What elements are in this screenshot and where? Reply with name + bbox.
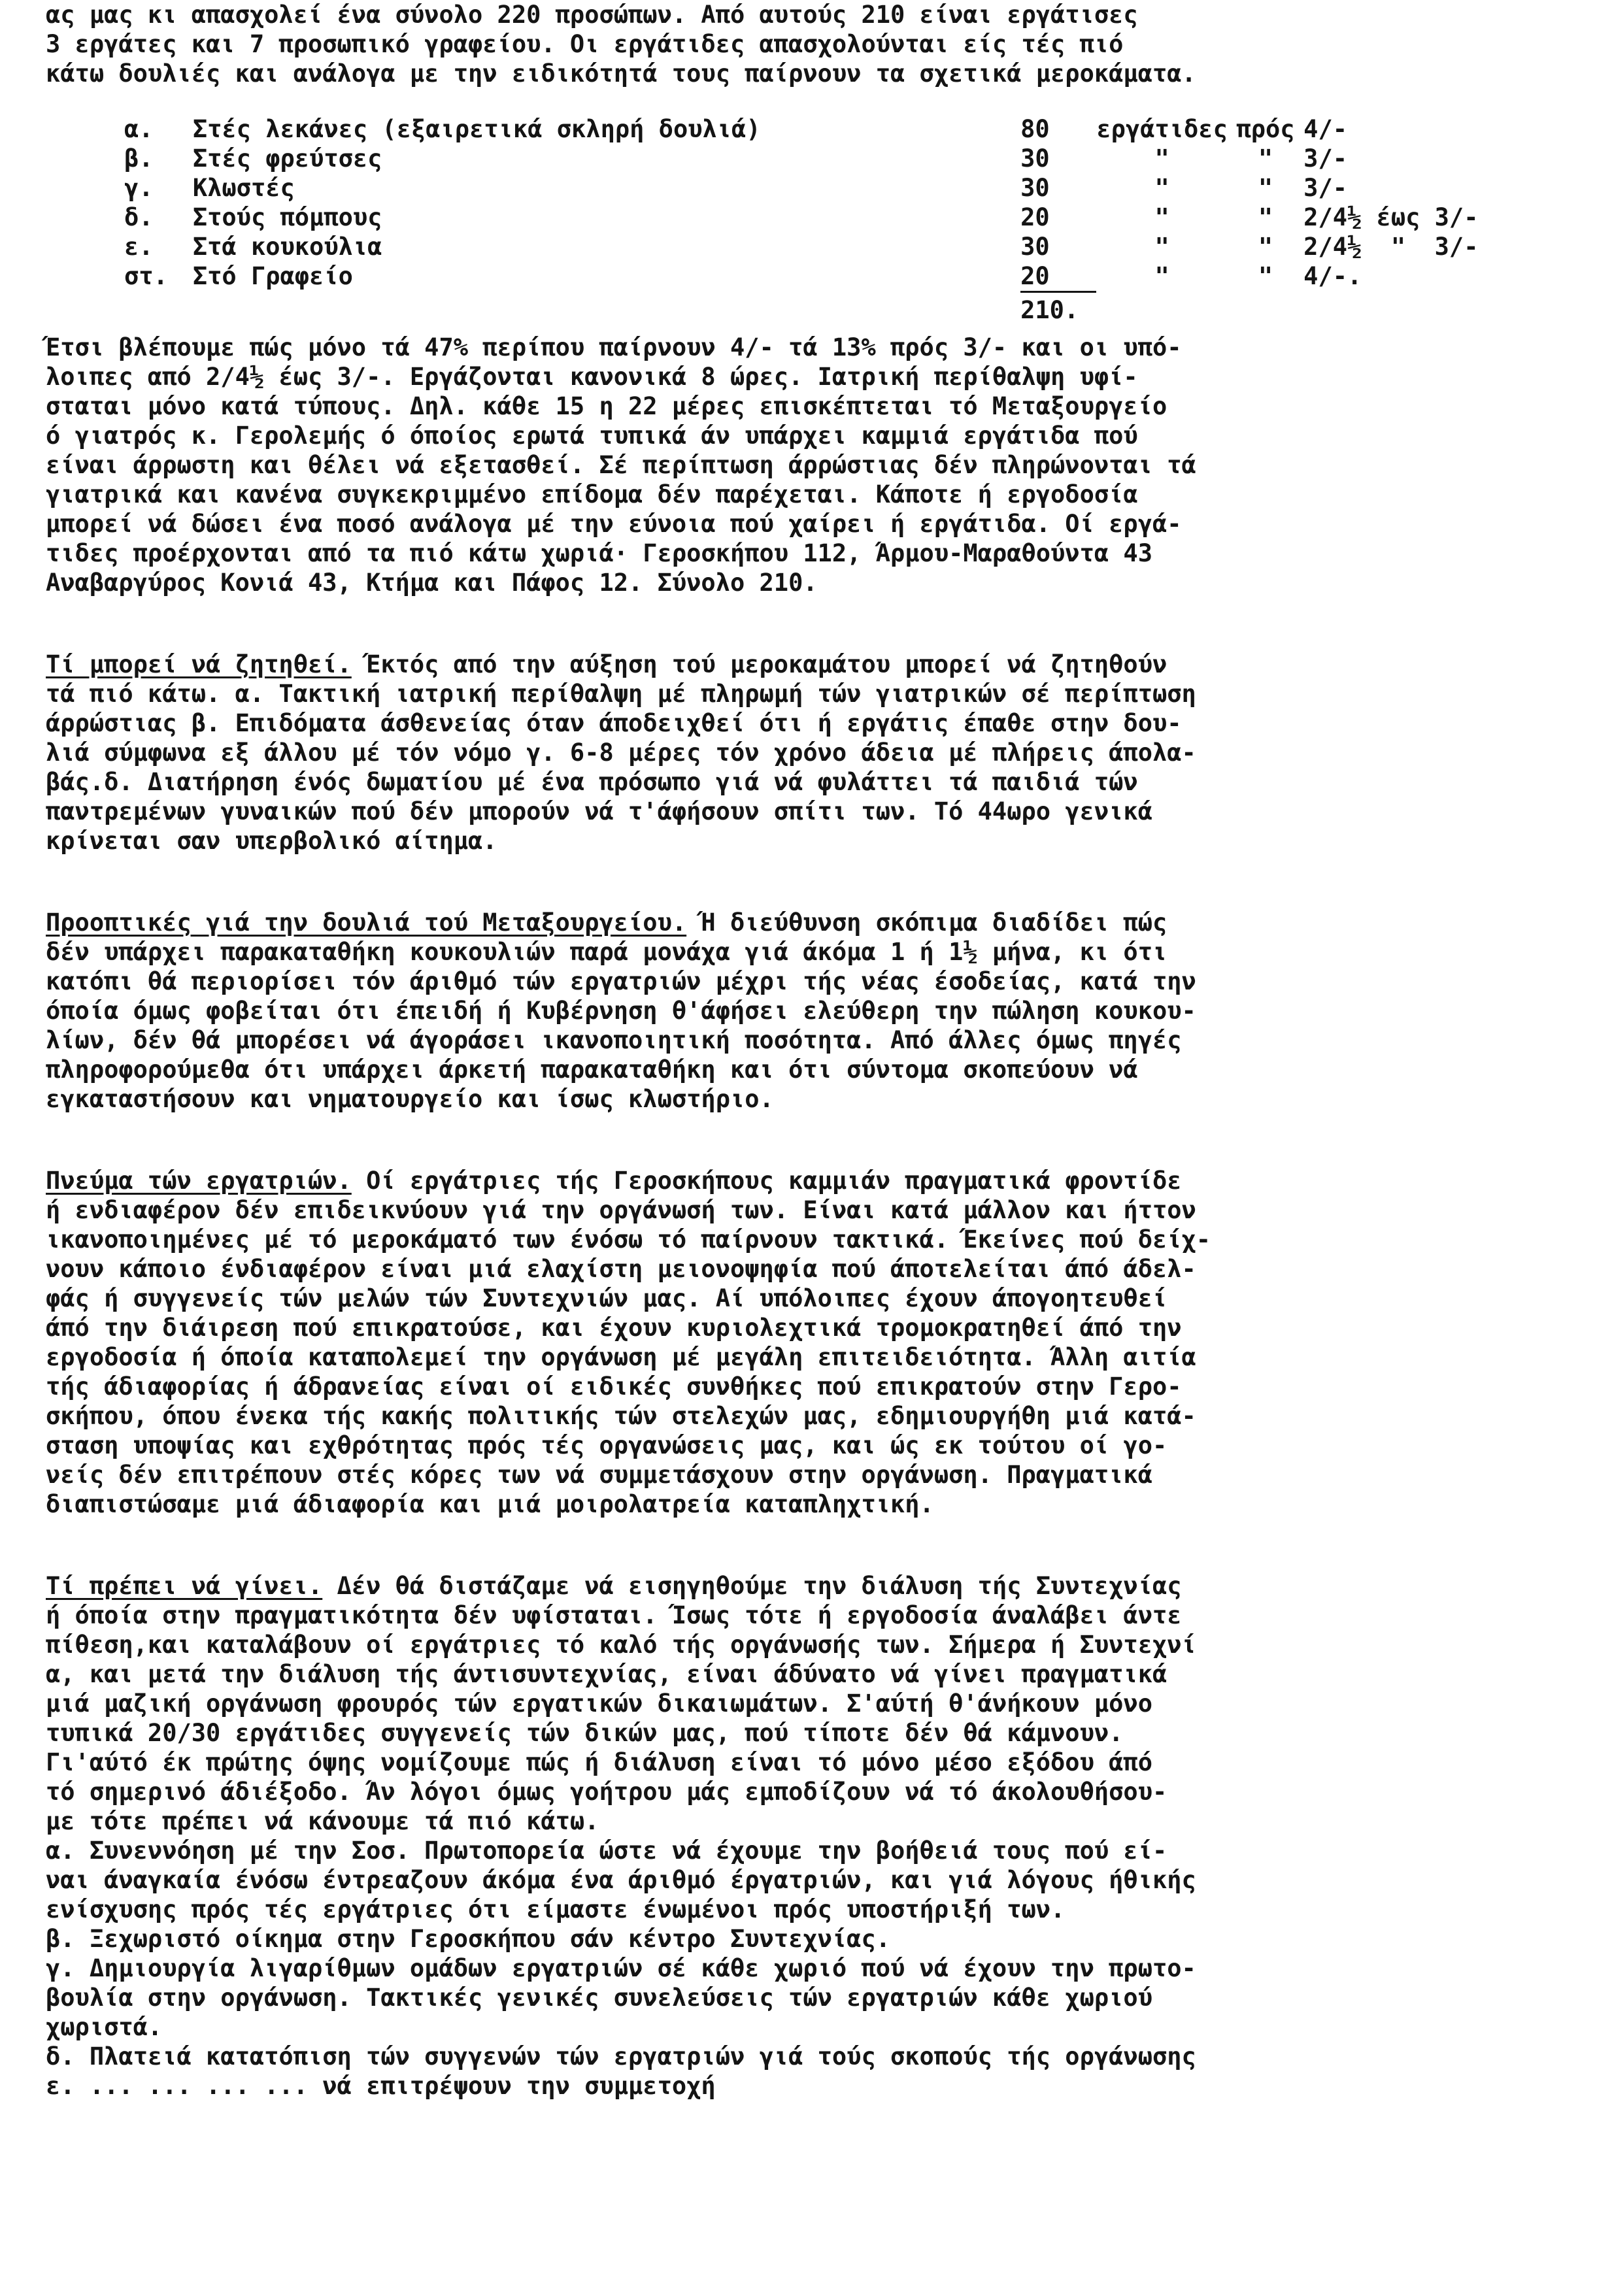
text-line: Δέν θά διστάζαμε νά εισηγηθούμε την διάλυση τής Συντεχνίας <box>322 1572 1182 1600</box>
text-line: άπό την διάιρεση πού επικρατούσε, και έχουν κυριολεχτικά τρομοκρατηθεί άπό την <box>46 1314 1182 1342</box>
list-item: β. Ξεχωριστό οίκημα στην Γεροσκήπου σάν κέντρο Συντεχνίας. <box>46 1925 891 1953</box>
section-heading: Τί μπορεί νά ζητηθεί. <box>46 650 352 678</box>
text-line: παντρεμένων γυναικών πού δέν μπορούν νά τ'άφήσουν σπίτι των. Τό 44ωρο γενικά <box>46 797 1152 825</box>
row-letter: ε. <box>124 233 154 261</box>
row-workplace: Στές φρεύτσες <box>192 144 382 173</box>
section-workers-spirit <box>46 1166 1566 1519</box>
text-line: εργοδοσία ή όποία καταπολεμεί την οργάνωση μέ μεγάλη επιτειδειότητα. Άλλη αιτία <box>46 1343 1196 1371</box>
analysis-paragraph <box>46 333 1566 597</box>
list-item: ενίσχυσης πρός τές εργάτριες ότι είμαστε ένωμένοι πρός υποστήριξή των. <box>46 1895 1066 1923</box>
row-workplace: Κλωστές <box>192 174 295 202</box>
text-line: διαπιστώσαμε μιά άδιαφορία και μιά μοιρολατρεία καταπληχτική. <box>46 1490 934 1518</box>
row-count: 30 <box>1020 174 1050 202</box>
text-line: ικανοποιημένες μέ τό μεροκάματό των ένόσω τό παίρνουν τακτικά. Έκείνες πού δείχ- <box>46 1225 1211 1254</box>
intro-paragraph <box>46 0 1566 88</box>
row-prep: πρός <box>1236 115 1295 143</box>
row-count: 20 <box>1020 261 1096 292</box>
text-line: σταται μόνο κατά τύπους. Δηλ. κάθε 15 η 22 μέρες επισκέπτεται τό Μεταξουργείο <box>46 392 1167 420</box>
text-line: λίων, δέν θά μπορέσει νά άγοράσει ικανοποιητική ποσότητα. Από άλλες όμως πηγές <box>46 1026 1182 1054</box>
text-line: τά πιό κάτω. α. Τακτική ιατρική περίθαλψη μέ πληρωμή τών γιατρικών σέ περίπτωση <box>46 680 1196 708</box>
table-row <box>124 232 1566 261</box>
row-rate: 2/4½ έως 3/- <box>1303 203 1479 231</box>
text-line: Ή διεύθυνση σκόπιμα διαδίδει πώς <box>686 908 1167 937</box>
text-line: ή όποία στην πραγματικότητα δέν υφίσταται. Ίσως τότε ή εργοδοσία άναλάβει άντε <box>46 1601 1182 1629</box>
section-heading: Προοπτικές γιά την δουλιά τού Μεταξουργείου. <box>46 908 687 937</box>
text-line: ας μας κι απασχολεί ένα σύνολο 220 προσώπων. Από αυτούς 210 είναι εργάτισες <box>46 1 1138 29</box>
text-line: πληροφορούμεθα ότι υπάρχει άρκετή παρακαταθήκη και ότι σύντομα σκοπεύουν νά <box>46 1056 1138 1084</box>
text-line: νουν κάποιο ένδιαφέρον είναι μιά ελαχίστη μειονοψηφία πού άποτελείται άπό άδελ- <box>46 1255 1196 1283</box>
text-line: νείς δέν επιτρέπουν στές κόρες των νά συμμετάσχουν στην οργάνωση. Πραγματικά <box>46 1461 1152 1489</box>
text-line: τό σημερινό άδιέξοδο. Άν λόγοι όμως γοήτρου μάς εμποδίζουν νά τό άκολουθήσου- <box>46 1778 1167 1806</box>
row-prep: " <box>1258 262 1273 290</box>
table-row <box>124 203 1566 232</box>
text-line: άρρώστιας β. Επιδόματα άσθενείας όταν άποδειχθεί ότι ή εργάτις έπαθε στην δου- <box>46 709 1182 737</box>
row-count: 30 <box>1020 144 1050 173</box>
section-prospects <box>46 908 1566 1114</box>
row-prep: " <box>1258 144 1273 173</box>
text-line: σκήπου, όπου ένεκα τής κακής πολιτικής τών στελεχών μας, εδημιουργήθη μιά κατά- <box>46 1402 1196 1430</box>
row-prep: " <box>1258 233 1273 261</box>
wage-table <box>124 114 1566 325</box>
row-rate: 3/- <box>1303 174 1347 202</box>
text-line: κάτω δουλιές και ανάλογα με την ειδικότητά τους παίρνουν τα σχετικά μεροκάματα. <box>46 59 1196 88</box>
text-line: Έτσι βλέπουμε πώς μόνο τά 47% περίπου παίρνουν 4/- τά 13% πρός 3/- και οι υπό- <box>46 333 1182 361</box>
text-line: όποία όμως φοβείται ότι έπειδή ή Κυβέρνηση θ'άφήσει ελεύθερη την πώληση κουκου- <box>46 997 1196 1025</box>
text-line: τυπικά 20/30 εργάτιδες συγγενείς τών δικών μας, πού τίποτε δέν θά κάμνουν. <box>46 1719 1124 1747</box>
text-line: ή ενδιαφέρον δέν επιδεικνύουν γιά την οργάνωσή των. Είναι κατά μάλλον και ήττον <box>46 1196 1196 1224</box>
table-row <box>124 173 1566 203</box>
section-what-to-do <box>46 1571 1566 1836</box>
row-letter: στ. <box>124 262 168 290</box>
section-demands <box>46 650 1566 856</box>
text-line: λοιπες από 2/4½ έως 3/-. Εργάζονται κανονικά 8 ώρες. Ιατρική περίθαλψη υφί- <box>46 363 1138 391</box>
row-unit: " <box>1154 233 1169 261</box>
text-line: Οί εργάτριες τής Γεροσκήπους καμμιάν πραγματικά φροντίδε <box>351 1167 1182 1195</box>
row-count: 30 <box>1020 233 1050 261</box>
row-letter: δ. <box>124 203 154 231</box>
row-prep: " <box>1258 174 1273 202</box>
row-workplace: Στούς πόμπους <box>192 203 382 231</box>
table-row <box>124 114 1566 144</box>
text-line: με τότε πρέπει νά κάνουμε τά πιό κάτω. <box>46 1807 599 1835</box>
row-unit: " <box>1154 203 1169 231</box>
row-workplace: Στές λεκάνες (εξαιρετικά σκληρή δουλιά) <box>192 115 761 143</box>
text-line: μπορεί νά δώσει ένα ποσό ανάλογα μέ την εύνοια πού χαίρει ή εργάτιδα. Οί εργά- <box>46 510 1182 538</box>
row-count: 80 <box>1020 115 1050 143</box>
list-item: δ. Πλατειά κατατόπιση τών συγγενών τών εργατριών γιά τούς σκοπούς τής οργάνωσης <box>46 2042 1196 2071</box>
row-letter: β. <box>124 144 154 173</box>
row-prep: " <box>1258 203 1273 231</box>
list-item: α. Συνεννόηση μέ την Σοσ. Πρωτοπορεία ώστε νά έχουμε την βοήθειά τους πού εί- <box>46 1837 1167 1865</box>
text-line: Γι'αύτό έκ πρώτης όψης νομίζουμε πώς ή διάλυση είναι τό μόνο μέσο εξόδου άπό <box>46 1748 1152 1776</box>
text-line: δέν υπάρχει παρακαταθήκη κουκουλιών παρά μονάχα γιά άκόμα 1 ή 1½ μήνα, κι ότι <box>46 938 1167 966</box>
text-line: ό γιατρός κ. Γερολεμής ό όποίος ερωτά τυπικά άν υπάρχει καμμιά εργάτιδα πού <box>46 422 1138 450</box>
row-count: 20 <box>1020 203 1050 231</box>
table-row <box>124 261 1566 292</box>
text-line: βάς.δ. Διατήρηση ένός δωματίου μέ ένα πρόσωπο γιά νά φυλάττει τά παιδιά τών <box>46 768 1138 796</box>
text-line: φάς ή συγγενείς τών μελών τών Συντεχνιών μας. Αί υπόλοιπες έχουν άπογοητευθεί <box>46 1284 1167 1312</box>
list-item: ναι άναγκαία ένόσω έντρεαζουν άκόμα ένα άριθμό έργατριών, και γιά λόγους ήθικής <box>46 1866 1196 1894</box>
row-rate: 4/-. <box>1303 262 1362 290</box>
recommendations-list <box>46 1836 1566 2101</box>
row-unit: εργάτιδες <box>1096 115 1228 143</box>
text-line: μιά μαζική οργάνωση φρουρός τών εργατικών δικαιωμάτων. Σ'αύτή θ'άνήκουν μόνο <box>46 1689 1152 1718</box>
row-workplace: Στό Γραφείο <box>192 262 353 290</box>
text-line: εγκαταστήσουν και νηματουργείο και ίσως κλωστήριο. <box>46 1085 774 1113</box>
list-item: χωριστά. <box>46 2013 163 2041</box>
text-line: πίθεση,και καταλάβουν οί εργάτριες τό καλό τής οργάνωσής των. Σήμερα ή Συντεχνί <box>46 1631 1196 1659</box>
list-item: ε. ... ... ... ... νά επιτρέψουν την συμμετοχή <box>46 2072 716 2100</box>
row-workplace: Στά κουκούλια <box>192 233 382 261</box>
text-line: τιδες προέρχονται από τα πιό κάτω χωριά· Γεροσκήπου 112, Άρμου-Μαραθούντα 43 <box>46 539 1152 567</box>
row-rate: 4/- <box>1303 115 1347 143</box>
total-row <box>124 292 1566 325</box>
list-item: βουλία στην οργάνωση. Τακτικές γενικές συνελεύσεις τών εργατριών κάθε χωριού <box>46 1984 1152 2012</box>
text-line: κατόπι θά περιορίσει τόν άριθμό τών εργατριών μέχρι τής νέας έσοδείας, κατά την <box>46 967 1196 995</box>
text-line: 3 εργάτες και 7 προσωπικό γραφείου. Οι εργάτιδες απασχολούνται είς τές πιό <box>46 30 1124 58</box>
row-rate: 2/4½ " 3/- <box>1303 233 1479 261</box>
row-unit: " <box>1154 144 1169 173</box>
text-line: α, και μετά την διάλυση τής άντισυντεχνίας, είναι άδύνατο νά γίνει πραγματικά <box>46 1660 1167 1688</box>
section-heading: Τί πρέπει νά γίνει. <box>46 1572 323 1600</box>
text-line: Αναβαργύρος Κονιά 43, Κτήμα και Πάφος 12. Σύνολο 210. <box>46 569 818 597</box>
text-line: λιά σύμφωνα εξ άλλου μέ τόν νόμο γ. 6-8 μέρες τόν χρόνο άδεια μέ πλήρεις άπολα- <box>46 739 1196 767</box>
text-line: κρίνεται σαν υπερβολικό αίτημα. <box>46 827 497 855</box>
list-item: γ. Δημιουργία λιγαρίθμων ομάδων εργατριών σέ κάθε χωριό πού νά έχουν την πρωτο- <box>46 1954 1196 1982</box>
row-unit: " <box>1154 174 1169 202</box>
row-letter: γ. <box>124 174 154 202</box>
row-unit: " <box>1154 262 1169 290</box>
row-rate: 3/- <box>1303 144 1347 173</box>
text-line: γιατρικά και κανένα συγκεκριμμένο επίδομα δέν παρέχεται. Κάποτε ή εργοδοσία <box>46 480 1138 508</box>
text-line: είναι άρρωστη και θέλει νά εξετασθεί. Σέ περίπτωση άρρώστιας δέν πληρώνονται τά <box>46 451 1196 479</box>
row-letter: α. <box>124 115 154 143</box>
table-row <box>124 144 1566 173</box>
text-line: σταση υποψίας και εχθρότητας πρός τές οργανώσεις μας, και ώς εκ τούτου οί γο- <box>46 1431 1167 1459</box>
text-line: Έκτός από την αύξηση τού μεροκαμάτου μπορεί νά ζητηθούν <box>351 650 1167 678</box>
section-heading: Πνεύμα τών εργατριών. <box>46 1167 352 1195</box>
total-count: 210. <box>1020 296 1079 324</box>
text-line: τής άδιαφορίας ή άδρανείας είναι οί ειδικές συνθήκες πού επικρατούν στην Γερο- <box>46 1373 1182 1401</box>
